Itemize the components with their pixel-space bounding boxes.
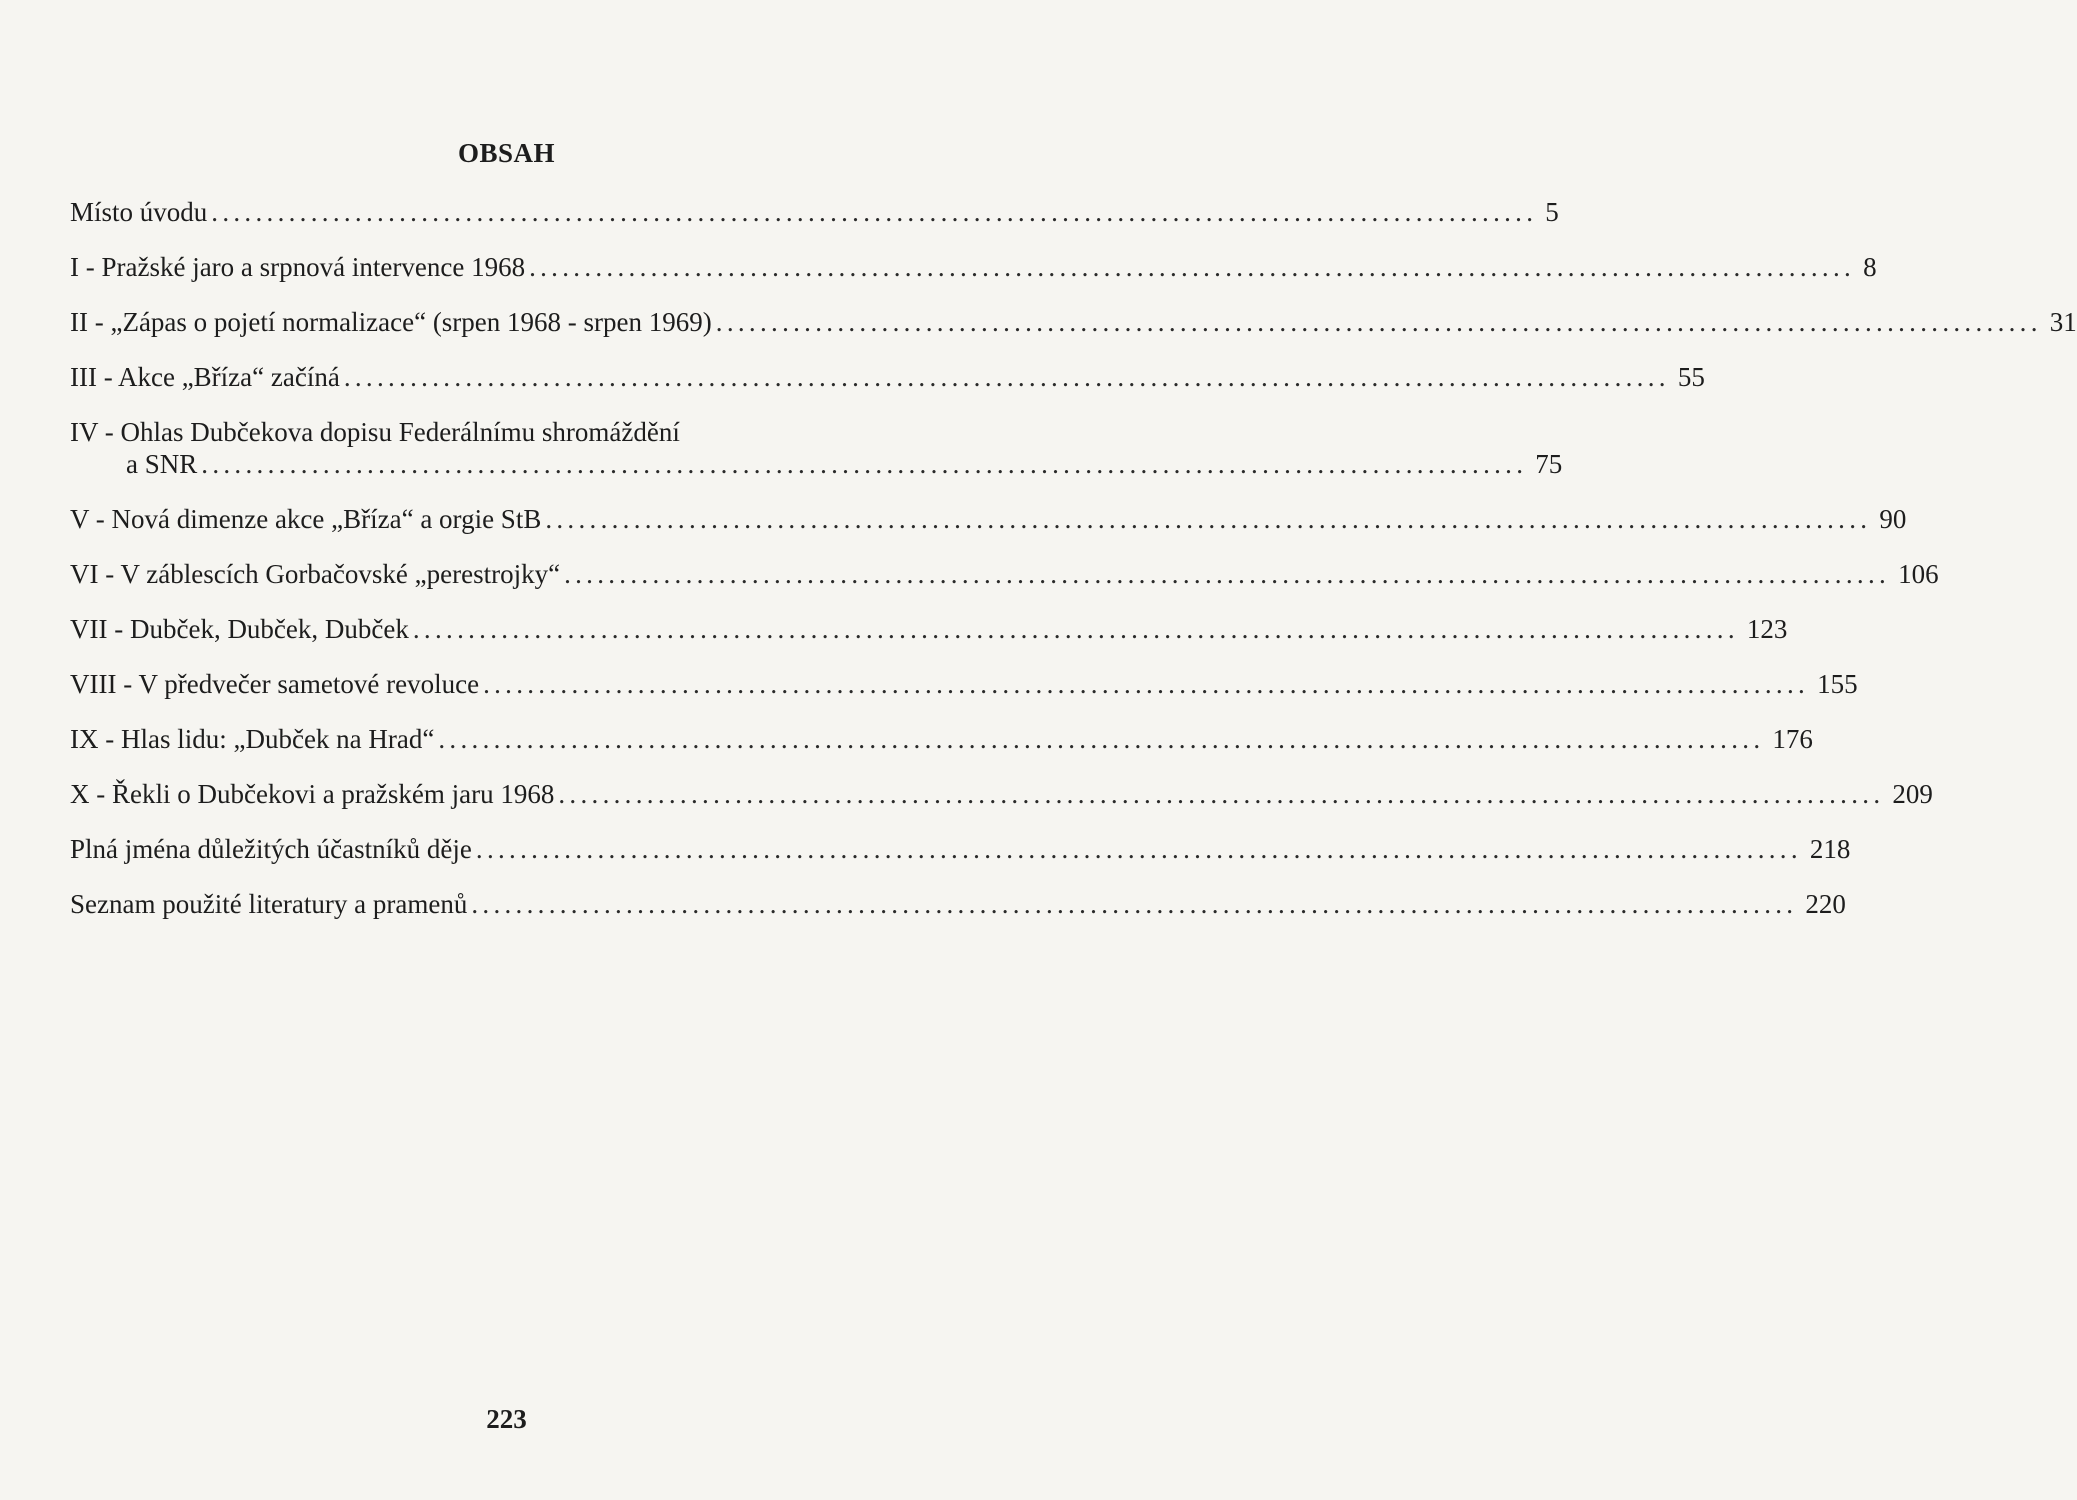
- toc-entry: [70, 361, 1705, 393]
- dot-leader: ........................................................................................................................: [475, 834, 1802, 864]
- dot-leader: ........................................................................................................................: [483, 669, 1810, 699]
- toc-entry: [70, 306, 2077, 338]
- dot-leader: ........................................................................................................................: [564, 559, 1891, 589]
- toc-entry: [70, 888, 1846, 920]
- toc-entry: [70, 668, 1858, 700]
- toc-entry: [70, 558, 1939, 590]
- toc-entry: [70, 613, 1788, 645]
- dot-leader: ........................................................................................................................: [201, 449, 1528, 479]
- toc-entry-title: Plná jména důležitých účastníků děje: [70, 834, 472, 864]
- toc-entry-title: Místo úvodu: [70, 197, 208, 227]
- table-of-contents: [70, 196, 2077, 943]
- toc-entry-page: 123: [1746, 614, 1788, 644]
- toc-entry-title: II - „Zápas o pojetí normalizace“ (srpen 1968 - srpen 1969): [70, 307, 712, 337]
- dot-leader: ........................................................................................................................: [471, 889, 1798, 919]
- toc-entry: [70, 416, 1563, 480]
- toc-entry: [70, 196, 1559, 228]
- toc-entry: [70, 251, 1877, 283]
- toc-entry-title: X - Řekli o Dubčekovi a pražském jaru 1968: [70, 779, 555, 809]
- toc-entry-title-continued: a SNR: [126, 449, 198, 479]
- toc-entry-page: 55: [1677, 362, 1705, 392]
- toc-entry-title: V - Nová dimenze akce „Bříza“ a orgie StB: [70, 504, 542, 534]
- toc-entry-page: 90: [1879, 504, 1907, 534]
- dot-leader: ........................................................................................................................: [545, 504, 1872, 534]
- toc-entry-page: 209: [1892, 779, 1933, 809]
- page-number: 223: [486, 1404, 527, 1434]
- toc-entry-page: 218: [1809, 834, 1851, 864]
- toc-entry-page: 5: [1545, 197, 1559, 227]
- dot-leader: ........................................................................................................................: [715, 307, 2042, 337]
- dot-leader: ........................................................................................................................: [529, 252, 1856, 282]
- dot-leader: ........................................................................................................................: [211, 197, 1538, 227]
- toc-entry: [70, 778, 1933, 810]
- toc-entry-title: Seznam použité literatury a pramenů: [70, 889, 468, 919]
- toc-entry-page: 155: [1817, 669, 1858, 699]
- toc-entry-title: IX - Hlas lidu: „Dubček na Hrad“: [70, 724, 435, 754]
- toc-entry-page: 31: [2049, 307, 2077, 337]
- toc-entry-title: III - Akce „Bříza“ začíná: [70, 362, 340, 392]
- toc-entry-title: VI - V záblescích Gorbačovské „perestrojky“: [70, 559, 561, 589]
- page-title: OBSAH: [457, 138, 556, 168]
- toc-entry-title: VIII - V předvečer sametové revoluce: [70, 669, 480, 699]
- toc-entry-page: 220: [1805, 889, 1846, 919]
- toc-entry-page: 176: [1772, 724, 1813, 754]
- toc-entry-page: 75: [1535, 449, 1563, 479]
- dot-leader: ........................................................................................................................: [343, 362, 1670, 392]
- toc-entry-title: VII - Dubček, Dubček, Dubček: [70, 614, 409, 644]
- dot-leader: ........................................................................................................................: [558, 779, 1885, 809]
- toc-entry-page: 8: [1863, 252, 1877, 282]
- dot-leader: ........................................................................................................................: [438, 724, 1765, 754]
- toc-entry-page: 106: [1898, 559, 1939, 589]
- toc-entry-title: I - Pražské jaro a srpnová intervence 1968: [70, 252, 526, 282]
- dot-leader: ........................................................................................................................: [412, 614, 1739, 644]
- toc-entry: [70, 723, 1813, 755]
- toc-entry: [70, 503, 1907, 535]
- toc-entry-title: IV - Ohlas Dubčekova dopisu Federálnímu shromáždění: [70, 417, 680, 447]
- toc-entry: [70, 833, 1851, 865]
